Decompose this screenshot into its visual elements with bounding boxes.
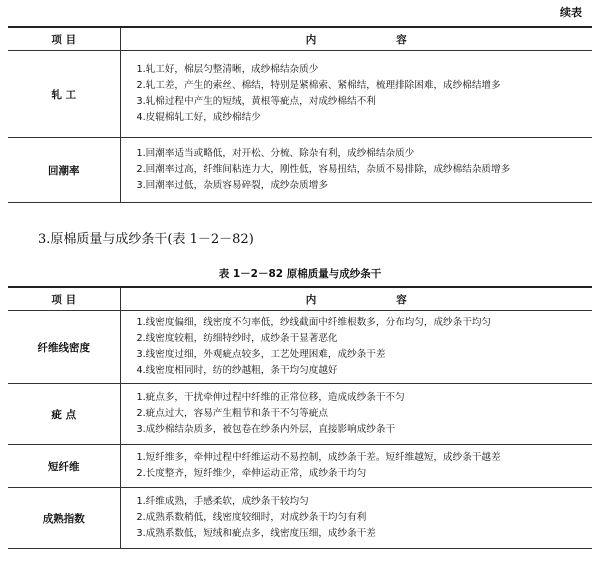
header-content-right: 容 [396, 293, 407, 306]
row-item-label: 回潮率 [8, 138, 120, 203]
continued-label: 续表 [560, 6, 582, 19]
content-line: 2.成熟系数稍低，线密度较细时，对成纱条干均匀有利 [136, 512, 367, 523]
section-title: 3.原棉质量与成纱条干(表 1－2－82) [38, 232, 254, 247]
header-item: 项 目 [8, 287, 120, 311]
header-content [120, 287, 592, 311]
content-line: 4.线密度相同时，纺的纱越粗，条干均匀度越好 [136, 365, 338, 376]
row-content [120, 384, 592, 445]
content-line: 2.轧工差，产生的索丝、棉结，特别是紧棉索、紧棉结，梳理排除困难，成纱棉结增多 [136, 80, 501, 91]
content-line: 3.轧棉过程中产生的短绒，黄根等疵点，对成纱棉结不利 [136, 96, 376, 107]
content-line: 3.成熟系数低，短绒和疵点多，线密度压细，成纱条干差 [136, 528, 376, 539]
row-item-label: 成熟指数 [8, 488, 120, 549]
table-title: 表 1－2－82 原棉质量与成纱条干 [218, 268, 382, 280]
table-row [8, 138, 592, 203]
header-content [120, 27, 592, 51]
table-row [8, 384, 592, 445]
table-cotton-quality [8, 286, 592, 549]
table-continued [8, 26, 592, 203]
header-content-left: 内 [305, 33, 317, 46]
content-line: 2.回潮率过高，纤维间粘连力大，刚性低，容易扭结，杂质不易排除，成纱棉结杂质增多 [136, 164, 511, 175]
table-row [8, 445, 592, 488]
content-line: 2.线密度较粗，纺细特纱时，成纱条干显著恶化 [136, 333, 338, 344]
header-content-right: 容 [396, 33, 407, 46]
content-line: 1.回潮率适当或略低，对开松、分梳、除杂有利，成纱棉结杂质少 [136, 148, 415, 159]
content-line: 3.成纱棉结杂质多，被包卷在纱条内外层，直接影响成纱条干 [136, 424, 396, 435]
content-line: 1.线密度偏细，线密度不匀率低，纱线截面中纤维根数多，分布均匀，成纱条干均匀 [136, 317, 492, 328]
row-content [120, 311, 592, 384]
content-line: 4.皮辊棉轧工好，成纱棉结少 [136, 112, 261, 123]
table-row [8, 51, 592, 138]
content-line: 2.疵点过大，容易产生粗节和条干不匀等疵点 [136, 408, 328, 419]
header-content-left: 内 [305, 293, 317, 306]
content-line: 1.短纤维多，牵伸过程中纤维运动不易控制，成纱条干差。短纤维越短，成纱条干越差 [136, 452, 501, 463]
row-content [120, 138, 592, 203]
row-item-label: 短纤维 [8, 445, 120, 488]
row-item-label: 轧 工 [8, 51, 120, 138]
row-content [120, 445, 592, 488]
content-line: 3.线密度过细，外观疵点较多，工艺处理困难，成纱条干差 [136, 349, 386, 360]
content-line: 1.轧工好，棉层匀整清晰，成纱棉结杂质少 [136, 64, 319, 75]
row-content [120, 488, 592, 549]
header-item: 项 目 [8, 27, 120, 51]
table-header-row [8, 27, 592, 51]
content-line: 2.长度整齐，短纤维少，牵伸运动正常，成纱条干均匀 [136, 468, 367, 479]
table-row [8, 488, 592, 549]
content-line: 1.疵点多，干扰牵伸过程中纤维的正常位移，造成成纱条干不匀 [136, 392, 405, 403]
table-header-row [8, 287, 592, 311]
content-line: 3.回潮率过低，杂质容易碎裂，成纱杂质增多 [136, 180, 328, 191]
row-content [120, 51, 592, 138]
row-item-label: 纤维线密度 [8, 311, 120, 384]
content-line: 1.纤维成熟，手感柔软，成纱条干较均匀 [136, 496, 309, 507]
table-row [8, 311, 592, 384]
row-item-label: 疵 点 [8, 384, 120, 445]
